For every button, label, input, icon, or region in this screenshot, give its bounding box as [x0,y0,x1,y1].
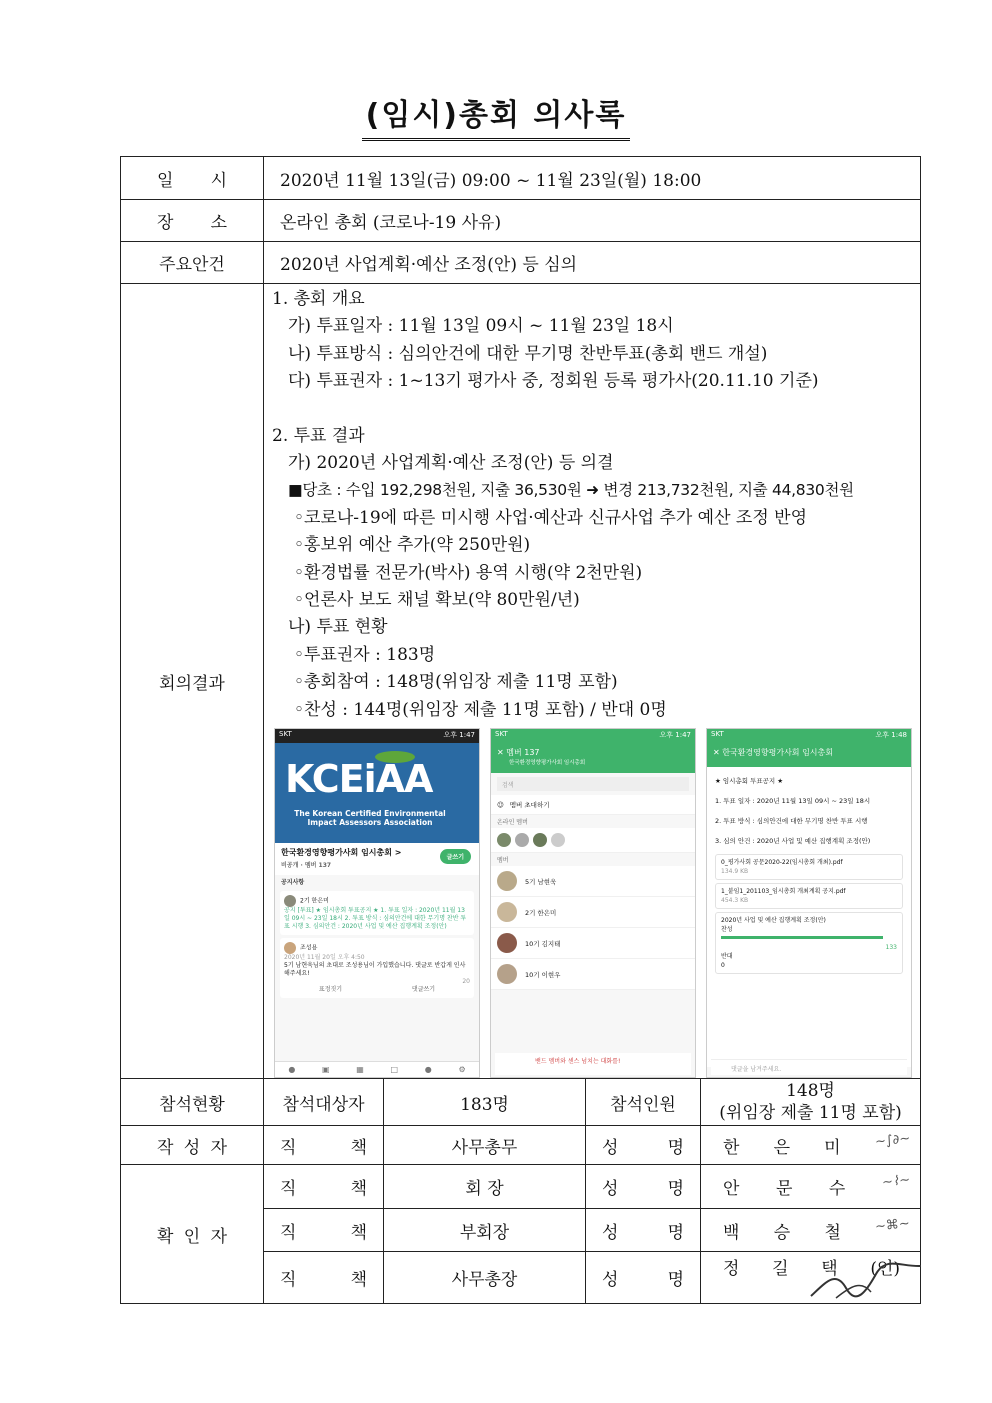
results-line: 나) 투표방식 : 심의안건에 대한 무기명 찬반투표(총회 밴드 개설) [288,343,768,364]
writer-role: 사무총무 [384,1126,586,1165]
members-subtitle: 한국환경영향평가사회 임시총회 [509,760,586,767]
avatar [515,833,529,847]
role-label-cell [264,1209,384,1252]
online-members-row[interactable] [491,828,695,853]
writer-name-char: 미 [824,1137,841,1158]
results-line: 다) 투표권자 : 1~13기 평가사 중, 정회원 등록 평가사(20.11.10 기준) [288,371,819,392]
invite-member-row[interactable] [491,795,695,815]
name-label-cell [586,1252,701,1304]
confirmer-role: 회 장 [384,1165,586,1209]
results-text [264,284,920,724]
post-text: 5기 남현욱님의 초대로 조성용님이 가입했습니다. 댓글로 반갑게 인사해주세요! [284,962,466,978]
comment-button[interactable]: 댓글쓰기 [411,986,436,994]
datetime-label-char-1: 일 [157,170,174,191]
writer-role-label-cell [264,1126,384,1165]
attendance-present-note: (위임장 제출 11명 포함) [719,1103,902,1124]
writer-name-char: 한 [723,1137,740,1158]
datetime-label-cell [121,157,264,200]
pdf-attachment[interactable] [715,883,903,909]
pdf-file-size: 134.9 KB [721,868,749,876]
settings-icon[interactable]: ⚙ [458,1065,466,1075]
agenda-label: 주요안건 [121,242,264,284]
attendance-target-label: 참석대상자 [264,1079,384,1126]
agenda-value: 2020년 사업계획·예산 조정(안) 등 심의 [264,242,921,284]
writer-name-cell [701,1126,921,1165]
confirmers-label-char: 인 [183,1226,201,1247]
results-line: ◦투표권자 : 183명 [294,644,436,665]
member-search-input[interactable]: 검색 [497,777,689,791]
vote-notice-item: 3. 심의 안건 : 2020년 사업 및 예산 집행계획 조정(안) [715,837,871,846]
confirmer-name-char: 정 [723,1259,740,1280]
member-row[interactable] [491,897,695,928]
attendance-present-cell [701,1079,921,1126]
carrier: SKT [711,730,724,739]
confirmer-name-char: 안 [723,1179,740,1200]
results-line: ◦찬성 : 144명(위임장 제출 11명 포함) / 반대 0명 [294,699,667,720]
avatar [497,964,517,984]
role-label-char: 책 [350,1179,367,1200]
results-line: 가) 2020년 사업계획·예산 조정(안) 등 의결 [288,453,614,474]
writer-name-char: 은 [773,1137,791,1158]
vote-notice-item: 2. 투표 방식 : 심의안건에 대한 무기명 찬반 투표 시행 [715,817,868,826]
results-line: 나) 투표 현황 [288,617,388,638]
notice-heading: 공지사항 [281,879,305,887]
avatar [284,942,296,954]
confirmer-name-char: 철 [824,1222,841,1243]
confirmer-name-char: 승 [773,1222,791,1243]
status-bar [275,729,479,743]
confirmer-name-char: 택 [821,1259,838,1280]
invite-label: 멤버 초대하기 [509,801,550,810]
role-label-cell [264,1165,384,1209]
notice-header [707,743,911,767]
results-line: ◦언론사 보도 채널 확보(약 80만원/년) [294,590,580,611]
row-attendance [121,1079,921,1126]
row-writer [121,1126,921,1165]
results-line: 2. 투표 결과 [272,425,365,446]
member-row[interactable] [491,928,695,959]
results-line: ◦환경법률 전문가(박사) 용역 시행(약 2천만원) [294,562,643,583]
kceiaa-logo-subtitle: The Korean Certified Environmental Impact Assessors Association [294,809,446,828]
place-label-cell [121,200,264,242]
write-button[interactable]: 글쓰기 [440,849,471,864]
writer-label-char: 작 [157,1137,174,1158]
avatar [497,833,511,847]
vote-yes-bar [721,936,883,939]
role-label-char: 책 [350,1222,367,1243]
results-label: 회의결과 [121,284,264,1079]
results-line: 가) 투표일자 : 11월 13일 09시 ~ 11월 23일 18시 [288,316,674,337]
member-name: 10기 이현우 [525,970,561,979]
confirmers-label-char: 자 [210,1226,227,1247]
kceiaa-banner [275,743,479,843]
photo-icon[interactable]: ▣ [322,1065,330,1075]
post-views: 20 [462,978,470,986]
confirmers-label-cell [121,1165,264,1304]
place-label-char-1: 장 [157,213,174,233]
confirmer-name-cell [701,1209,921,1252]
role-label-char: 책 [350,1270,367,1291]
carrier: SKT [279,730,292,739]
datetime-value: 2020년 11월 13일(금) 09:00 ~ 11월 23일(월) 18:00 [264,157,921,200]
name-label-char: 명 [667,1270,684,1291]
signature-image: ~⌇~ [881,1172,911,1191]
avatar [497,933,517,953]
confirmer-role: 사무총장 [384,1252,586,1304]
signature-image [806,1262,926,1302]
calendar-icon[interactable]: ▦ [356,1065,364,1075]
results-line: 1. 총회 개요 [272,289,365,309]
pdf-file-name: 1_붙임1_201103_임시총회 개최계획 공지.pdf [721,888,846,896]
writer-label-char: 성 [183,1137,201,1158]
vote-notice-title: ★ 임시총회 투표공지 ★ [715,777,784,786]
notice-header-title: 한국환경영향평가사회 임시총회 [722,748,833,758]
band-screenshots [264,724,920,1078]
close-icon[interactable]: ✕ [497,748,504,758]
confirmer-name-char: 길 [772,1259,789,1280]
status-bar [491,729,695,743]
status-bar [707,729,911,743]
name-label-char: 명 [667,1222,684,1243]
screenshot-band-home [274,728,480,1078]
name-label-cell [586,1209,701,1252]
notice-card[interactable] [280,891,474,935]
results-budget-line: ■당초 : 수입 192,298천원, 지출 36,530원 ➜ 변경 213,732천원, 지출 44,830천원 [288,481,854,500]
pdf-file-size: 454.3 KB [721,897,749,905]
datetime-label-char-2: 시 [210,170,227,191]
place-label-char-2: 소 [210,213,227,233]
seal-mark: (인) [870,1259,901,1280]
kceiaa-logo: KCEiAA [285,757,433,802]
member-row[interactable] [491,959,695,990]
results-line: ◦코로나-19에 따른 미시행 사업·예산과 신규사업 추가 예산 조정 반영 [294,507,808,528]
signature-image: ~∫∂~ [874,1130,911,1150]
attendance-present-value: 148명 [786,1081,835,1102]
role-label-char: 직 [280,1222,297,1243]
confirmer-name-char: 문 [775,1179,793,1200]
results-line: ◦총회참여 : 148명(위임장 제출 11명 포함) [294,672,618,693]
name-label-char: 성 [602,1222,619,1243]
pdf-file-name: 0_평가사회 공문2020-22(임시총회 개최).pdf [721,859,843,867]
name-label-cell [586,1165,701,1209]
minutes-table [120,156,921,1304]
vote-box [715,912,903,974]
folder-icon[interactable]: □ [390,1065,399,1075]
post-card[interactable] [280,938,474,998]
confirmer-role: 부회장 [384,1209,586,1252]
row-datetime [121,157,921,200]
name-label-char: 성 [602,1270,619,1291]
role-label-char: 책 [350,1137,367,1158]
chat-icon[interactable]: ● [288,1065,296,1075]
notice-author: 2기 한은미 [300,897,329,905]
members-icon[interactable]: ● [424,1065,432,1075]
vote-no-count: 0 [721,962,725,970]
vote-option-yes[interactable]: 찬성 [721,926,733,934]
band-group-header [275,843,479,875]
role-label-char: 직 [280,1137,297,1158]
member-row[interactable] [491,866,695,897]
row-place [121,200,921,242]
role-label-char: 직 [280,1270,297,1291]
pdf-attachment[interactable] [715,854,903,880]
vote-notice-body [707,767,911,1067]
confirmers-label-char: 확 [157,1226,174,1247]
confirmer-name-char: 수 [828,1179,846,1200]
clock: 오후 1:48 [875,731,907,740]
react-button[interactable]: 표정짓기 [318,986,343,994]
avatar [284,895,296,907]
attendance-label: 참석현황 [121,1079,264,1126]
name-label-char: 성 [602,1137,619,1158]
name-label-char: 성 [602,1179,619,1200]
avatar [533,833,547,847]
role-label-char: 직 [280,1179,297,1200]
name-label-char: 명 [667,1137,684,1158]
attendance-target-value: 183명 [384,1079,586,1126]
writer-name-label-cell [586,1126,701,1165]
row-results [121,284,921,1079]
row-agenda [121,242,921,284]
member-name: 10기 김지태 [525,939,561,948]
writer-label-char: 자 [210,1137,227,1158]
clock: 오후 1:47 [443,731,475,740]
confirmer-name-char: 백 [723,1222,740,1243]
band-group-name[interactable]: 한국환경영향평가사회 임시총회 > [281,848,402,858]
screenshot-band-vote-notice [706,728,912,1078]
results-gap [272,396,920,423]
online-heading: 온라인 멤버 [497,819,528,827]
screenshot-band-members [490,728,696,1078]
results-line: ◦홍보위 예산 추가(약 250만원) [294,535,531,556]
vote-notice-item: 1. 투표 일자 : 2020년 11월 13일 09시 ~ 23일 18시 [715,797,871,806]
results-cell [264,284,921,1079]
vote-title: 2020년 사업 및 예산 집행계획 조정(안) [721,917,826,925]
carrier: SKT [495,730,508,739]
clock: 오후 1:47 [659,731,691,740]
member-name: 5기 남현욱 [525,877,557,886]
signature-image: ~⌘~ [874,1215,911,1235]
members-title: 멤버 137 [506,748,540,758]
comment-input[interactable]: 댓글을 남겨주세요. [711,1059,907,1075]
invite-icon: ☺ [497,800,504,809]
attendance-present-label: 참석인원 [586,1079,701,1126]
post-author: 조성용 [300,944,318,952]
role-label-cell [264,1252,384,1304]
members-heading: 멤버 [497,857,509,865]
confirmer-name-cell [701,1252,921,1304]
vote-option-no[interactable]: 반대 [721,953,733,961]
members-header [491,743,695,773]
row-confirmer-1 [121,1165,921,1209]
avatar [551,833,565,847]
place-value: 온라인 총회 (코로나-19 사유) [264,200,921,242]
band-group-meta: 비공개 · 멤버 137 [281,862,332,870]
name-label-char: 명 [667,1179,684,1200]
avatar [497,871,517,891]
member-name: 2기 한은미 [525,908,557,917]
vote-yes-count: 133 [885,944,897,952]
bottom-nav [275,1061,479,1077]
document-title: (임시)총회 의사록 [362,96,631,141]
confirmer-name-cell [701,1165,921,1209]
writer-label-cell [121,1126,264,1165]
close-icon[interactable]: ✕ [713,748,720,758]
sticker-promo-banner[interactable]: 밴드 멤버와 센스 넘치는 대화를! [495,1053,691,1075]
notice-text: 공지 [투표] ★ 임시총회 투표공지 ★ 1. 투표 일자 : 2020년 11월 13일 09시 ~ 23일 18시 2. 투표 방식 : 심의안건에 대한 무기명 찬반 투표 시행 3. 심의안건 : 2020년 사업 및 예산 집행계획 조정(안) [284,907,467,931]
document-title-wrap [0,96,992,141]
avatar [497,902,517,922]
post-date: 2020년 11월 20일 오후 4:50 [284,954,365,962]
